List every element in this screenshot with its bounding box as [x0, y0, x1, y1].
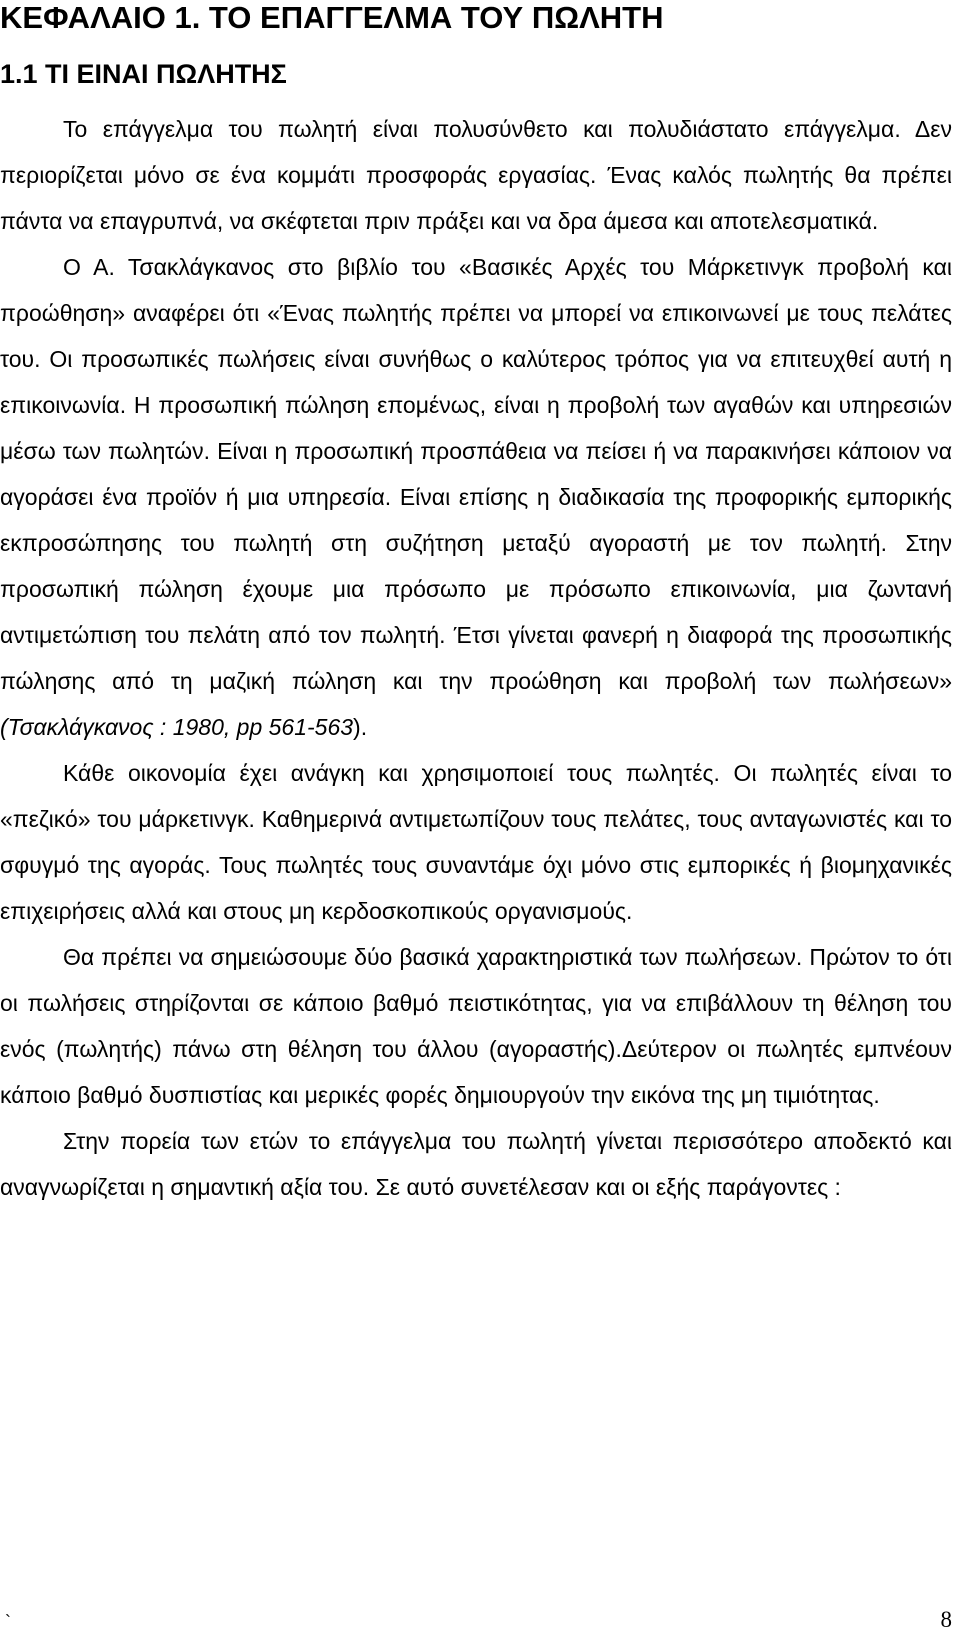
- footer-mark: `: [5, 1612, 11, 1632]
- paragraph-2-end: ).: [353, 714, 368, 740]
- chapter-title: ΚΕΦΑΛΑΙΟ 1. ΤΟ ΕΠΑΓΓΕΛΜΑ ΤΟΥ ΠΩΛΗΤΗ: [0, 0, 664, 35]
- paragraph-5: Στην πορεία των ετών το επάγγελμα του πωλητή γίνεται περισσότερο αποδεκτό και αναγνωρίζεται η σημαντική αξία του. Σε αυτό συνετέλεσαν και οι εξής παράγοντες :: [0, 1128, 952, 1200]
- page-number: 8: [940, 1607, 952, 1632]
- section-title: 1.1 ΤΙ ΕΙΝΑΙ ΠΩΛΗΤΗΣ: [0, 59, 287, 89]
- paragraph-4: Θα πρέπει να σημειώσουμε δύο βασικά χαρακτηριστικά των πωλήσεων. Πρώτον το ότι οι πωλήσεις στηρίζονται σε κάποιο βαθμό πειστικότητας, για να επιβάλλουν τη θέληση του ενός (πωλητής) πάνω στη θέληση του άλλου (αγοραστής).Δεύτερον οι πωλητές εμπνέουν κάποιο βαθμό δυσπιστίας και μερικές φορές δημιουργούν την εικόνα της μη τιμιότητας.: [0, 944, 952, 1108]
- body-text: [0, 106, 952, 1210]
- paragraph-2: [0, 244, 952, 750]
- citation: (Τσακλάγκανος : 1980, pp 561-563: [0, 714, 354, 740]
- paragraph-2-text: Ο Α. Τσακλάγκανος στο βιβλίο του «Βασικές Αρχές του Μάρκετινγκ προβολή και προώθηση» αναφέρει ότι «Ένας πωλητής πρέπει να μπορεί να επικοινωνεί με τους πελάτες του. Οι προσωπικές πωλήσεις είναι συνήθως ο καλύτερος τρόπος για να επιτευχθεί αυτή η επικοινωνία. Η προσωπική πώληση επομένως, είναι η προβολή των αγαθών και υπηρεσιών μέσω των πωλητών. Είναι η προσωπική προσπάθεια να πείσει ή να παρακινήσει κάποιον να αγοράσει ένα προϊόν ή μια υπηρεσία. Είναι επίσης η διαδικασία της προφορικής εμπορικής εκπροσώπησης του πωλητή στη συζήτηση μεταξύ αγοραστή με τον πωλητή. Στην προσωπική πώληση έχουμε μια πρόσωπο με πρόσωπο επικοινωνία, μια ζωντανή αντιμετώπιση του πελάτη από τον πωλητή. Έτσι γίνεται φανερή η διαφορά της προσωπικής πώλησης από τη μαζική πώληση και την προώθηση και προβολή των πωλήσεων»: [0, 254, 952, 694]
- paragraph-1: Το επάγγελμα του πωλητή είναι πολυσύνθετο και πολυδιάστατο επάγγελμα. Δεν περιορίζεται μόνο σε ένα κομμάτι προσφοράς εργασίας. Ένας καλός πωλητής θα πρέπει πάντα να επαγρυπνά, να σκέφτεται πριν πράξει και να δρα άμεσα και αποτελεσματικά.: [0, 116, 952, 234]
- paragraph-3: Κάθε οικονομία έχει ανάγκη και χρησιμοποιεί τους πωλητές. Οι πωλητές είναι το «πεζικό» του μάρκετινγκ. Καθημερινά αντιμετωπίζουν τους πελάτες, τους ανταγωνιστές και το σφυγμό της αγοράς. Τους πωλητές τους συναντάμε όχι μόνο στις εμπορικές ή βιομηχανικές επιχειρήσεις αλλά και στους μη κερδοσκοπικούς οργανισμούς.: [0, 760, 952, 924]
